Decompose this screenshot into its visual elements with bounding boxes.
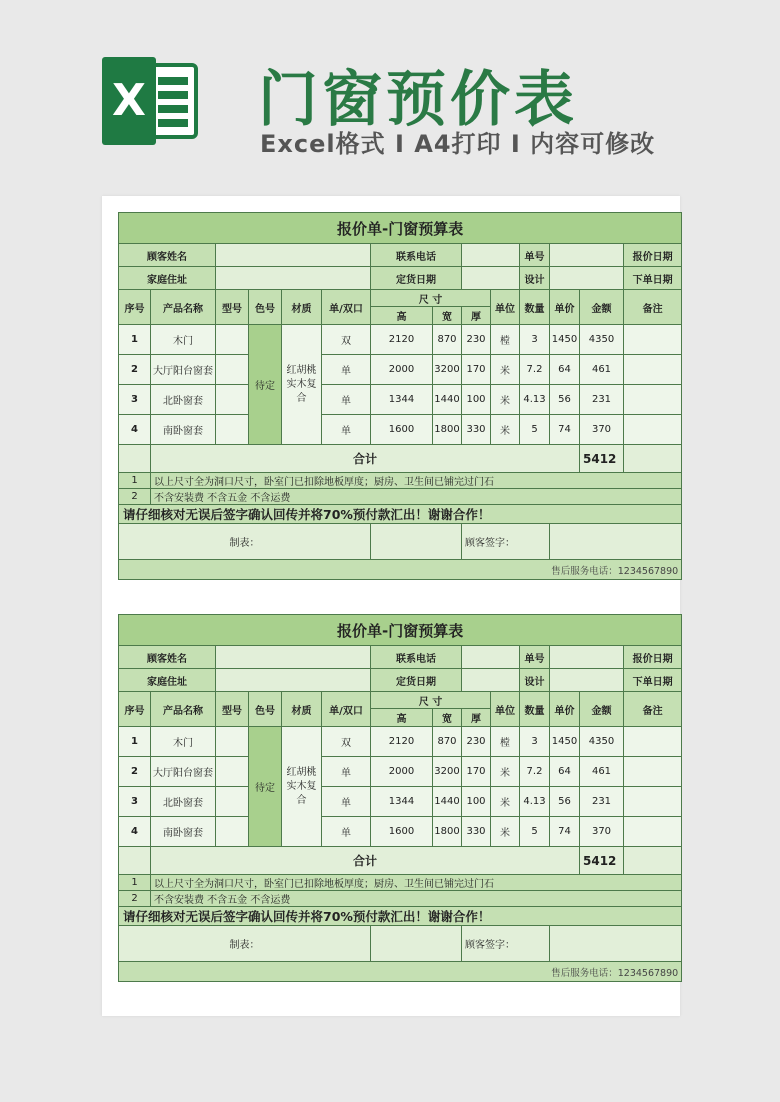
col-amount: 金额 (580, 692, 624, 727)
row-thickness[interactable]: 330 (462, 817, 491, 847)
phone-label: 联系电话 (371, 646, 462, 669)
col-qty: 数量 (520, 692, 550, 727)
row-product[interactable]: 南卧窗套 (151, 817, 216, 847)
note-text: 以上尺寸全为洞口尺寸，卧室门已扣除地板厚度；厨房、卫生间已铺完过门石 (151, 473, 682, 489)
row-price[interactable]: 74 (550, 817, 580, 847)
phone-field[interactable] (462, 244, 520, 267)
row-unit[interactable]: 樘 (491, 325, 520, 355)
quote-date-label: 报价日期 (624, 646, 682, 669)
row-width[interactable]: 1440 (433, 787, 462, 817)
customer-name-label: 顾客姓名 (119, 646, 216, 669)
row-seq: 4 (119, 817, 151, 847)
row-note[interactable] (624, 817, 682, 847)
row-type[interactable]: 双 (322, 727, 371, 757)
row-type[interactable]: 单 (322, 757, 371, 787)
row-note[interactable] (624, 787, 682, 817)
quote-date-label: 报价日期 (624, 244, 682, 267)
row-note[interactable] (624, 757, 682, 787)
total-note (624, 847, 682, 875)
page-title: 门窗预价表 (258, 65, 578, 135)
row-amount[interactable]: 461 (580, 355, 624, 385)
row-seq: 2 (119, 757, 151, 787)
row-product[interactable]: 木门 (151, 325, 216, 355)
table-row (119, 415, 682, 445)
row-height[interactable]: 1344 (371, 385, 433, 415)
col-model: 型号 (216, 290, 249, 325)
quote-sheet-2 (118, 614, 679, 982)
customer-sign-field[interactable] (550, 926, 682, 962)
total-spacer (119, 847, 151, 875)
row-seq: 1 (119, 727, 151, 757)
delivery-date-field[interactable] (462, 267, 520, 290)
row-price[interactable]: 56 (550, 385, 580, 415)
design-field[interactable] (550, 669, 624, 692)
service-phone: 售后服务电话：1234567890 (119, 560, 682, 580)
col-type: 单/双口 (322, 290, 371, 325)
order-date-label: 下单日期 (624, 267, 682, 290)
row-seq: 2 (119, 355, 151, 385)
row-model[interactable] (216, 757, 249, 787)
col-model: 型号 (216, 692, 249, 727)
row-thickness[interactable]: 330 (462, 415, 491, 445)
row-model[interactable] (216, 817, 249, 847)
row-product[interactable]: 大厅阳台窗套 (151, 757, 216, 787)
table-row (119, 727, 682, 757)
table-row (119, 817, 682, 847)
order-date-label: 下单日期 (624, 669, 682, 692)
table-row (119, 787, 682, 817)
col-height: 高 (371, 307, 433, 325)
quote-title: 报价单-门窗预算表 (119, 213, 682, 244)
row-amount[interactable]: 4350 (580, 727, 624, 757)
row-unit[interactable]: 米 (491, 817, 520, 847)
col-color: 色号 (249, 290, 282, 325)
row-width[interactable]: 870 (433, 727, 462, 757)
row-type[interactable]: 单 (322, 415, 371, 445)
row-qty[interactable]: 7.2 (520, 757, 550, 787)
row-product[interactable]: 北卧窗套 (151, 787, 216, 817)
row-type[interactable]: 双 (322, 325, 371, 355)
row-height[interactable]: 1344 (371, 787, 433, 817)
customer-name-field[interactable] (216, 646, 371, 669)
notice-text: 请仔细核对无误后签字确认回传并将70%预付款汇出！谢谢合作！ (119, 505, 682, 524)
total-label: 合计 (151, 445, 580, 473)
quote-sheet-1 (118, 212, 679, 580)
row-width[interactable]: 1800 (433, 817, 462, 847)
row-unit[interactable]: 米 (491, 415, 520, 445)
notice-text: 请仔细核对无误后签字确认回传并将70%预付款汇出！谢谢合作！ (119, 907, 682, 926)
total-value: 5412 (580, 847, 624, 875)
row-type[interactable]: 单 (322, 817, 371, 847)
col-unit: 单位 (491, 692, 520, 727)
page-header (0, 0, 780, 190)
row-thickness[interactable]: 170 (462, 757, 491, 787)
customer-sign-label: 顾客签字： (462, 524, 550, 560)
total-label: 合计 (151, 847, 580, 875)
row-qty[interactable]: 3 (520, 727, 550, 757)
row-height[interactable]: 2120 (371, 727, 433, 757)
row-unit[interactable]: 米 (491, 757, 520, 787)
row-note[interactable] (624, 355, 682, 385)
row-width[interactable]: 3200 (433, 757, 462, 787)
row-material[interactable]: 红胡桃实木复合 (282, 727, 322, 847)
quote-table (118, 614, 682, 982)
row-price[interactable]: 64 (550, 757, 580, 787)
col-thickness: 厚 (462, 709, 491, 727)
design-label: 设计 (520, 267, 550, 290)
order-no-label: 单号 (520, 244, 550, 267)
row-model[interactable] (216, 385, 249, 415)
col-price: 单价 (550, 692, 580, 727)
col-size: 尺 寸 (371, 290, 491, 307)
row-width[interactable]: 3200 (433, 355, 462, 385)
row-model[interactable] (216, 325, 249, 355)
customer-sign-label: 顾客签字： (462, 926, 550, 962)
row-note[interactable] (624, 727, 682, 757)
note-no: 2 (119, 891, 151, 907)
note-text: 以上尺寸全为洞口尺寸，卧室门已扣除地板厚度；厨房、卫生间已铺完过门石 (151, 875, 682, 891)
row-amount[interactable]: 370 (580, 415, 624, 445)
col-seq: 序号 (119, 692, 151, 727)
row-seq: 1 (119, 325, 151, 355)
note-no: 1 (119, 473, 151, 489)
col-thickness: 厚 (462, 307, 491, 325)
row-qty[interactable]: 4.13 (520, 385, 550, 415)
row-amount[interactable]: 231 (580, 385, 624, 415)
col-price: 单价 (550, 290, 580, 325)
delivery-date-field[interactable] (462, 669, 520, 692)
customer-name-label: 顾客姓名 (119, 244, 216, 267)
delivery-date-label: 定货日期 (371, 669, 462, 692)
maker-field[interactable] (371, 926, 462, 962)
row-width[interactable]: 870 (433, 325, 462, 355)
table-row (119, 757, 682, 787)
col-size: 尺 寸 (371, 692, 491, 709)
maker-label: 制表： (119, 926, 371, 962)
col-type: 单/双口 (322, 692, 371, 727)
col-note: 备注 (624, 692, 682, 727)
phone-field[interactable] (462, 646, 520, 669)
table-row (119, 385, 682, 415)
row-price[interactable]: 1450 (550, 727, 580, 757)
col-note: 备注 (624, 290, 682, 325)
total-value: 5412 (580, 445, 624, 473)
row-price[interactable]: 56 (550, 787, 580, 817)
note-text: 不含安装费 不含五金 不含运费 (151, 891, 682, 907)
row-amount[interactable]: 370 (580, 817, 624, 847)
address-field[interactable] (216, 669, 371, 692)
row-qty[interactable]: 3 (520, 325, 550, 355)
col-qty: 数量 (520, 290, 550, 325)
row-height[interactable]: 2120 (371, 325, 433, 355)
row-model[interactable] (216, 787, 249, 817)
total-spacer (119, 445, 151, 473)
page-subtitle: Excel格式 I A4打印 I 内容可修改 (260, 130, 656, 158)
row-qty[interactable]: 4.13 (520, 787, 550, 817)
row-product[interactable]: 北卧窗套 (151, 385, 216, 415)
row-type[interactable]: 单 (322, 787, 371, 817)
row-amount[interactable]: 461 (580, 757, 624, 787)
row-color[interactable]: 待定 (249, 325, 282, 445)
row-thickness[interactable]: 230 (462, 727, 491, 757)
row-height[interactable]: 2000 (371, 355, 433, 385)
row-height[interactable]: 1600 (371, 415, 433, 445)
address-label: 家庭住址 (119, 267, 216, 290)
col-material: 材质 (282, 290, 322, 325)
table-row (119, 325, 682, 355)
col-width: 宽 (433, 307, 462, 325)
svg-text:X: X (112, 75, 146, 126)
row-width[interactable]: 1800 (433, 415, 462, 445)
address-field[interactable] (216, 267, 371, 290)
maker-field[interactable] (371, 524, 462, 560)
row-product[interactable]: 大厅阳台窗套 (151, 355, 216, 385)
row-color[interactable]: 待定 (249, 727, 282, 847)
row-unit[interactable]: 米 (491, 787, 520, 817)
col-material: 材质 (282, 692, 322, 727)
note-no: 2 (119, 489, 151, 505)
row-qty[interactable]: 5 (520, 415, 550, 445)
row-seq: 3 (119, 385, 151, 415)
row-model[interactable] (216, 727, 249, 757)
row-thickness[interactable]: 100 (462, 787, 491, 817)
delivery-date-label: 定货日期 (371, 267, 462, 290)
order-no-label: 单号 (520, 646, 550, 669)
address-label: 家庭住址 (119, 669, 216, 692)
row-amount[interactable]: 4350 (580, 325, 624, 355)
row-type[interactable]: 单 (322, 355, 371, 385)
row-qty[interactable]: 7.2 (520, 355, 550, 385)
row-thickness[interactable]: 170 (462, 355, 491, 385)
design-field[interactable] (550, 267, 624, 290)
row-amount[interactable]: 231 (580, 787, 624, 817)
col-amount: 金额 (580, 290, 624, 325)
row-thickness[interactable]: 230 (462, 325, 491, 355)
service-phone: 售后服务电话：1234567890 (119, 962, 682, 982)
row-price[interactable]: 64 (550, 355, 580, 385)
col-product: 产品名称 (151, 692, 216, 727)
row-product[interactable]: 南卧窗套 (151, 415, 216, 445)
order-no-field[interactable] (550, 646, 624, 669)
row-unit[interactable]: 樘 (491, 727, 520, 757)
row-seq: 3 (119, 787, 151, 817)
row-model[interactable] (216, 355, 249, 385)
total-note (624, 445, 682, 473)
row-note[interactable] (624, 415, 682, 445)
note-text: 不含安装费 不含五金 不含运费 (151, 489, 682, 505)
excel-icon (100, 55, 200, 147)
note-no: 1 (119, 875, 151, 891)
row-price[interactable]: 74 (550, 415, 580, 445)
row-width[interactable]: 1440 (433, 385, 462, 415)
col-color: 色号 (249, 692, 282, 727)
row-height[interactable]: 1600 (371, 817, 433, 847)
row-type[interactable]: 单 (322, 385, 371, 415)
row-price[interactable]: 1450 (550, 325, 580, 355)
quote-table (118, 212, 682, 580)
order-no-field[interactable] (550, 244, 624, 267)
row-qty[interactable]: 5 (520, 817, 550, 847)
quote-title: 报价单-门窗预算表 (119, 615, 682, 646)
row-unit[interactable]: 米 (491, 355, 520, 385)
row-note[interactable] (624, 325, 682, 355)
col-product: 产品名称 (151, 290, 216, 325)
row-product[interactable]: 木门 (151, 727, 216, 757)
row-seq: 4 (119, 415, 151, 445)
customer-sign-field[interactable] (550, 524, 682, 560)
col-height: 高 (371, 709, 433, 727)
row-model[interactable] (216, 415, 249, 445)
table-row (119, 355, 682, 385)
row-material[interactable]: 红胡桃实木复合 (282, 325, 322, 445)
col-seq: 序号 (119, 290, 151, 325)
row-height[interactable]: 2000 (371, 757, 433, 787)
row-unit[interactable]: 米 (491, 385, 520, 415)
row-note[interactable] (624, 385, 682, 415)
row-thickness[interactable]: 100 (462, 385, 491, 415)
phone-label: 联系电话 (371, 244, 462, 267)
col-width: 宽 (433, 709, 462, 727)
col-unit: 单位 (491, 290, 520, 325)
customer-name-field[interactable] (216, 244, 371, 267)
maker-label: 制表： (119, 524, 371, 560)
design-label: 设计 (520, 669, 550, 692)
